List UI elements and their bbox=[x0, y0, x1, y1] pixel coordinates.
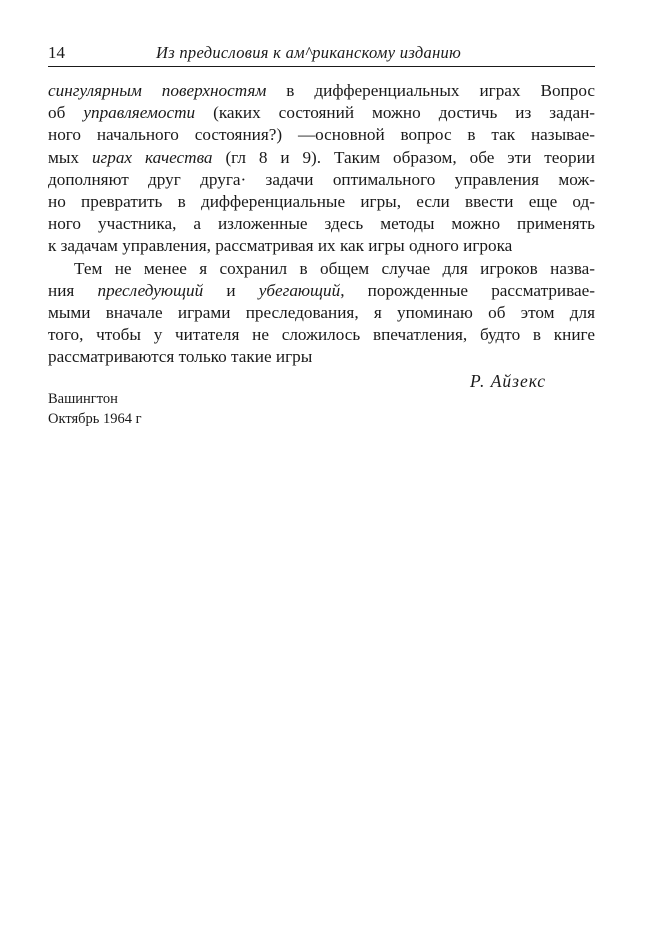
page-number: 14 bbox=[48, 43, 65, 62]
date: Октябрь 1964 г bbox=[48, 411, 142, 427]
text-span: ния bbox=[48, 280, 98, 300]
text-line: того, чтобы у читателя не сложилось впечатления, будто в книге bbox=[48, 325, 595, 345]
text-line: к задачам управления, рассматривая их как игры одного игрока bbox=[48, 236, 513, 256]
author-signature: Р. Айзекс bbox=[470, 371, 547, 391]
text-line: но превратить в дифференциальные игры, если ввести еще од- bbox=[48, 191, 595, 211]
text-line: мыми вначале играми преследования, я упоминаю об этом для bbox=[48, 302, 595, 322]
text-span: и bbox=[203, 280, 259, 300]
text-span: (каких состояний можно достичь из задан- bbox=[195, 103, 595, 123]
italic-term: сингулярным поверхностям bbox=[48, 81, 267, 100]
text-span: об bbox=[48, 103, 84, 123]
italic-term: играх качества bbox=[91, 147, 213, 167]
text-line: дополняют друг друга· задачи оптимального управления мож- bbox=[48, 169, 595, 189]
text-line bbox=[48, 280, 595, 302]
paragraph-2 bbox=[48, 258, 595, 369]
text-span: в дифференциальных играх Вопрос bbox=[266, 81, 595, 100]
text-line: ного начального состояния?) —основной вопрос в так называе- bbox=[48, 125, 595, 145]
text-line bbox=[48, 102, 595, 124]
text-span: , порожденные рассматривае- bbox=[340, 280, 595, 300]
place: Вашингтон bbox=[48, 391, 118, 407]
paragraph-1 bbox=[48, 80, 595, 258]
text-line bbox=[48, 80, 595, 102]
text-line: ного участника, а изложенные здесь методы можно применять bbox=[48, 214, 595, 234]
page-header bbox=[48, 40, 595, 67]
italic-term: убегающий bbox=[258, 280, 341, 300]
text-span: (гл 8 и 9). Таким образом, обе эти теории bbox=[212, 147, 595, 167]
text-line: рассматриваются только такие игры bbox=[48, 347, 313, 367]
text-line bbox=[48, 147, 595, 169]
body-text bbox=[48, 80, 595, 368]
italic-term: управляемости bbox=[83, 103, 196, 123]
place-date bbox=[48, 389, 142, 429]
text-span: мых bbox=[48, 147, 92, 167]
italic-term: преследующий bbox=[97, 280, 204, 300]
running-head: Из предисловия к ам^риканскому изданию bbox=[156, 43, 462, 62]
text-line: Тем не менее я сохранил в общем случае для игроков назва- bbox=[74, 258, 595, 278]
